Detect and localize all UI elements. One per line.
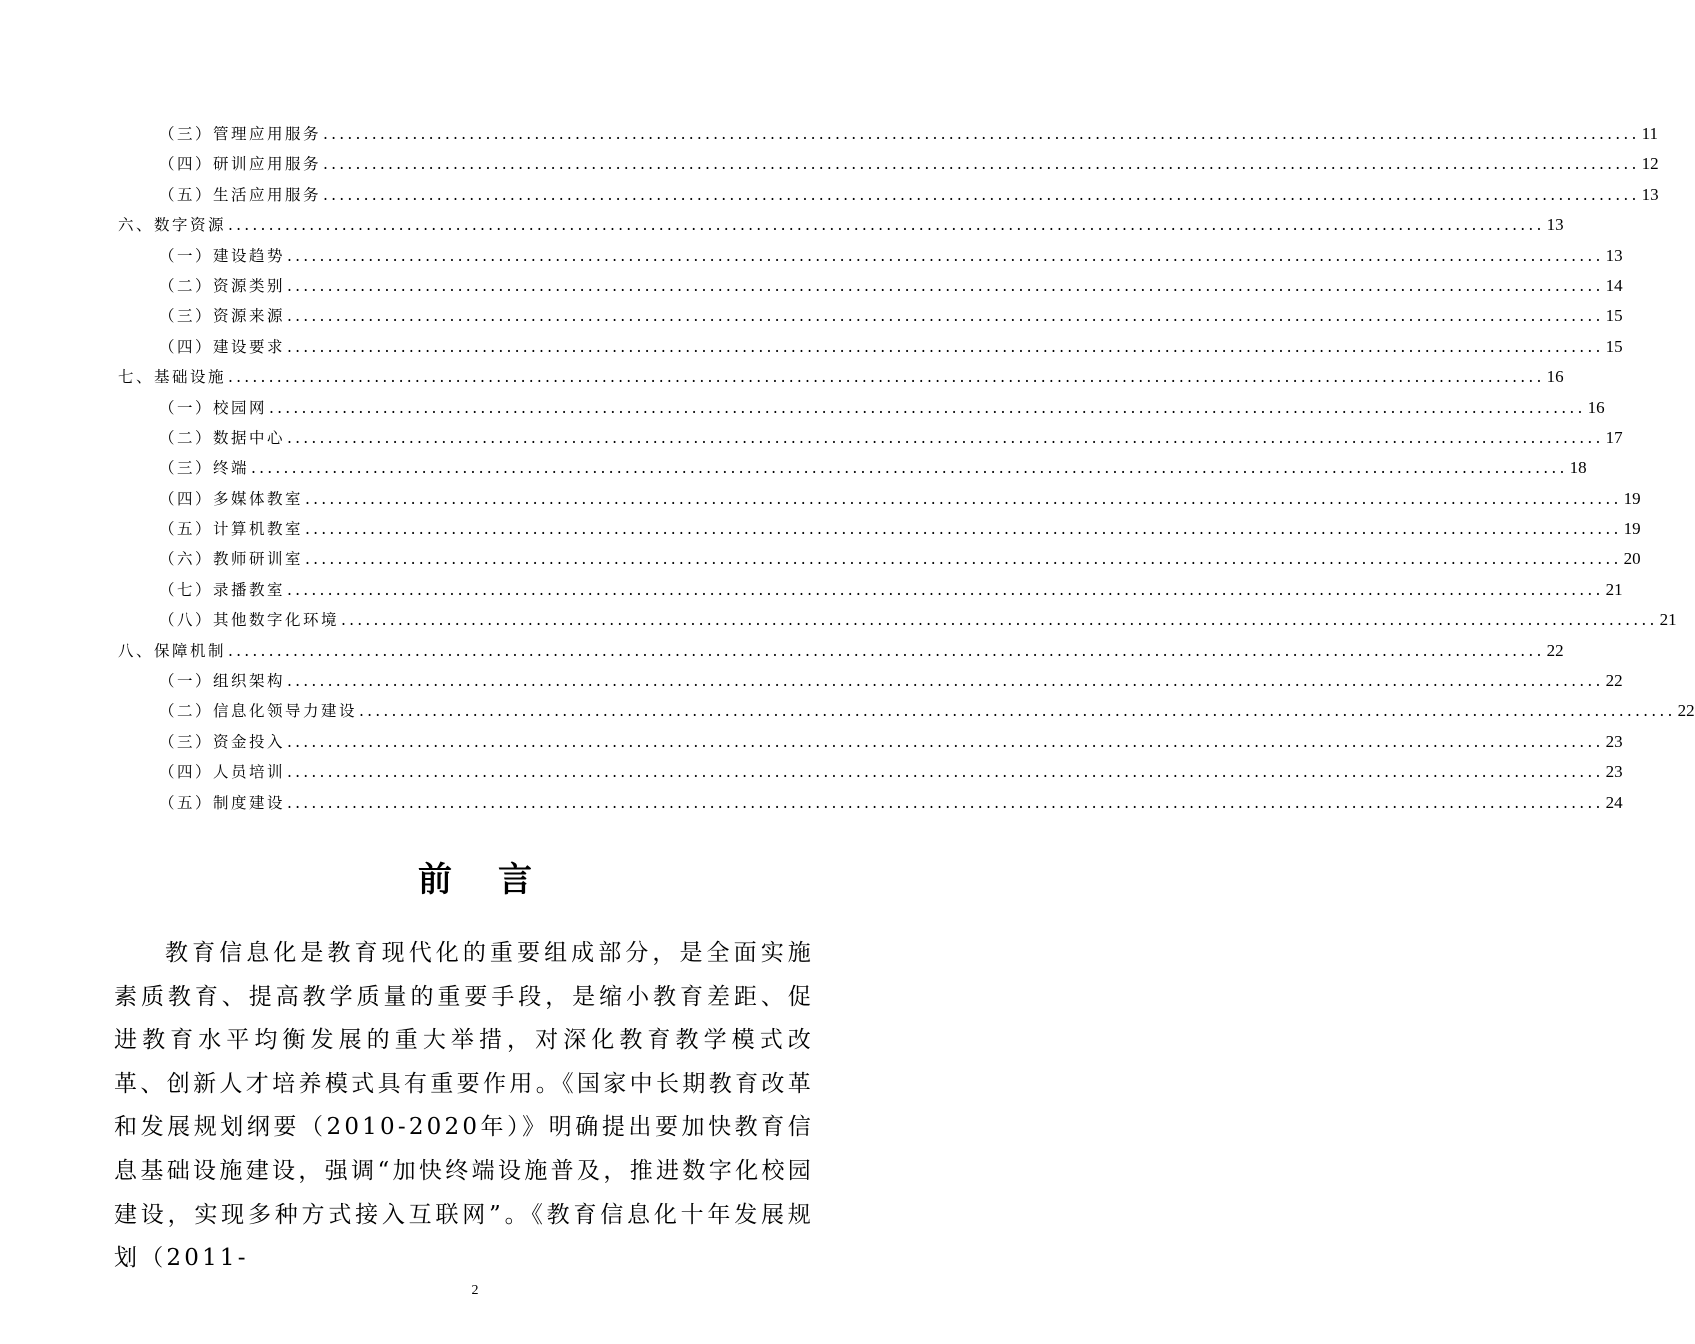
- toc-entry-page: 13: [1641, 184, 1659, 204]
- toc-entry-label: （三）资金投入: [159, 732, 286, 751]
- toc-entry-page: 19: [1623, 519, 1641, 539]
- toc-entry-label: （三）管理应用服务: [159, 125, 322, 143]
- toc-entry-label: （一）组织架构: [159, 672, 286, 691]
- toc-entry-label: （一）校园网: [159, 398, 268, 417]
- toc-leader-dots: ..................................................................................................................................................................: [251, 459, 1568, 478]
- toc-entry[interactable]: [118, 608, 1677, 638]
- toc-entry[interactable]: [118, 639, 1564, 669]
- toc-leader-dots: ..................................................................................................................................................................: [269, 398, 1586, 417]
- table-of-contents: [118, 122, 1695, 821]
- toc-entry[interactable]: [118, 487, 1641, 517]
- toc-entry-page: 20: [1623, 549, 1641, 569]
- toc-leader-dots: ..................................................................................................................................................................: [228, 368, 1545, 387]
- toc-entry[interactable]: [118, 699, 1695, 729]
- toc-entry-page: 23: [1605, 731, 1623, 751]
- toc-entry-page: 16: [1546, 367, 1564, 387]
- toc-entry-page: 18: [1569, 458, 1587, 478]
- toc-leader-dots: ..................................................................................................................................................................: [323, 125, 1640, 143]
- toc-entry[interactable]: [118, 547, 1641, 577]
- toc-entry-label: （四）人员培训: [159, 763, 286, 782]
- toc-entry-label: （二）数据中心: [159, 428, 286, 447]
- toc-entry[interactable]: [118, 335, 1623, 365]
- toc-entry-label: （五）生活应用服务: [159, 185, 322, 204]
- toc-leader-dots: ..................................................................................................................................................................: [287, 672, 1604, 691]
- toc-entry[interactable]: [118, 365, 1564, 395]
- toc-entry-label: （五）制度建设: [159, 793, 286, 812]
- toc-entry[interactable]: [118, 122, 1658, 152]
- toc-entry-page: 12: [1641, 154, 1659, 174]
- toc-leader-dots: ..................................................................................................................................................................: [305, 520, 1622, 539]
- toc-leader-dots: ..................................................................................................................................................................: [323, 155, 1640, 174]
- toc-leader-dots: ..................................................................................................................................................................: [287, 337, 1604, 356]
- toc-entry-label: （二）资源类别: [159, 276, 286, 295]
- toc-entry[interactable]: [118, 244, 1623, 274]
- toc-entry-page: 13: [1546, 215, 1564, 235]
- toc-leader-dots: ..................................................................................................................................................................: [305, 550, 1622, 569]
- page-number: 2: [471, 1283, 479, 1298]
- toc-entry-page: 21: [1659, 610, 1677, 630]
- toc-leader-dots: ..................................................................................................................................................................: [287, 307, 1604, 326]
- preface-body: 教育信息化是教育现代化的重要组成部分，是全面实施素质教育、提高教学质量的重要手段，是缩小教育差距、促进教育水平均衡发展的重大举措，对深化教育教学模式改革、创新人才培养模式具有重要作用。《国家中长期教育改革和发展规划纲要（2010-2020年）》明确提出要加快教育信息基础设施建设，强调“加快终端设施普及，推进数字化校园建设，实现多种方式接入互联网”。《教育信息化十年发展规划（2011-: [114, 940, 814, 1272]
- toc-entry[interactable]: [118, 274, 1623, 304]
- toc-entry-page: 19: [1623, 488, 1641, 508]
- toc-entry-page: 22: [1605, 671, 1623, 691]
- toc-entry-page: 22: [1677, 701, 1695, 721]
- toc-entry-page: 11: [1641, 124, 1658, 143]
- toc-entry-page: 23: [1605, 762, 1623, 782]
- toc-entry[interactable]: [118, 578, 1623, 608]
- toc-entry[interactable]: [118, 426, 1623, 456]
- toc-entry[interactable]: [118, 456, 1587, 486]
- toc-leader-dots: ..................................................................................................................................................................: [305, 489, 1622, 508]
- toc-leader-dots: ..................................................................................................................................................................: [341, 611, 1658, 630]
- toc-entry-label: （三）资源来源: [159, 307, 286, 326]
- toc-entry-label: 六、数字资源: [118, 216, 227, 235]
- toc-entry-page: 14: [1605, 275, 1623, 295]
- toc-entry-page: 16: [1587, 397, 1605, 417]
- toc-entry[interactable]: [118, 304, 1623, 334]
- toc-leader-dots: ..................................................................................................................................................................: [287, 793, 1604, 812]
- toc-entry[interactable]: [118, 152, 1659, 182]
- toc-entry[interactable]: [118, 183, 1659, 213]
- toc-entry-page: 15: [1605, 336, 1623, 356]
- toc-entry-page: 17: [1605, 427, 1623, 447]
- preface-title: 前言: [418, 860, 578, 900]
- toc-leader-dots: ..................................................................................................................................................................: [228, 641, 1545, 660]
- toc-leader-dots: ..................................................................................................................................................................: [287, 732, 1604, 751]
- toc-entry[interactable]: [118, 669, 1623, 699]
- toc-entry-label: （五）计算机教室: [159, 520, 304, 539]
- toc-entry-label: （三）终端: [159, 459, 250, 478]
- toc-entry-page: 13: [1605, 245, 1623, 265]
- toc-leader-dots: ..................................................................................................................................................................: [287, 276, 1604, 295]
- toc-leader-dots: ..................................................................................................................................................................: [287, 246, 1604, 265]
- toc-entry[interactable]: [118, 213, 1564, 243]
- toc-entry-page: 21: [1605, 579, 1623, 599]
- toc-entry-page: 24: [1605, 792, 1623, 812]
- toc-leader-dots: ..................................................................................................................................................................: [359, 702, 1676, 721]
- toc-entry-label: （四）建设要求: [159, 337, 286, 356]
- toc-entry[interactable]: [118, 791, 1623, 821]
- toc-entry[interactable]: [118, 760, 1623, 790]
- toc-entry-label: （四）研训应用服务: [159, 155, 322, 174]
- toc-entry[interactable]: [118, 517, 1641, 547]
- toc-entry[interactable]: [118, 396, 1605, 426]
- toc-entry[interactable]: [118, 730, 1623, 760]
- toc-entry-label: （八）其他数字化环境: [159, 611, 340, 630]
- toc-entry-label: （一）建设趋势: [159, 246, 286, 265]
- toc-leader-dots: ..................................................................................................................................................................: [287, 580, 1604, 599]
- toc-entry-label: （二）信息化领导力建设: [159, 702, 358, 721]
- toc-leader-dots: ..................................................................................................................................................................: [323, 185, 1640, 204]
- toc-entry-label: （四）多媒体教室: [159, 489, 304, 508]
- toc-leader-dots: ..................................................................................................................................................................: [228, 216, 1545, 235]
- toc-entry-page: 22: [1546, 640, 1564, 660]
- toc-entry-label: （六）教师研训室: [159, 550, 304, 569]
- toc-leader-dots: ..................................................................................................................................................................: [287, 428, 1604, 447]
- toc-leader-dots: ..................................................................................................................................................................: [287, 763, 1604, 782]
- toc-entry-label: （七）录播教室: [159, 580, 286, 599]
- toc-entry-label: 七、基础设施: [118, 368, 227, 387]
- toc-entry-page: 15: [1605, 306, 1623, 326]
- toc-entry-label: 八、保障机制: [118, 641, 227, 660]
